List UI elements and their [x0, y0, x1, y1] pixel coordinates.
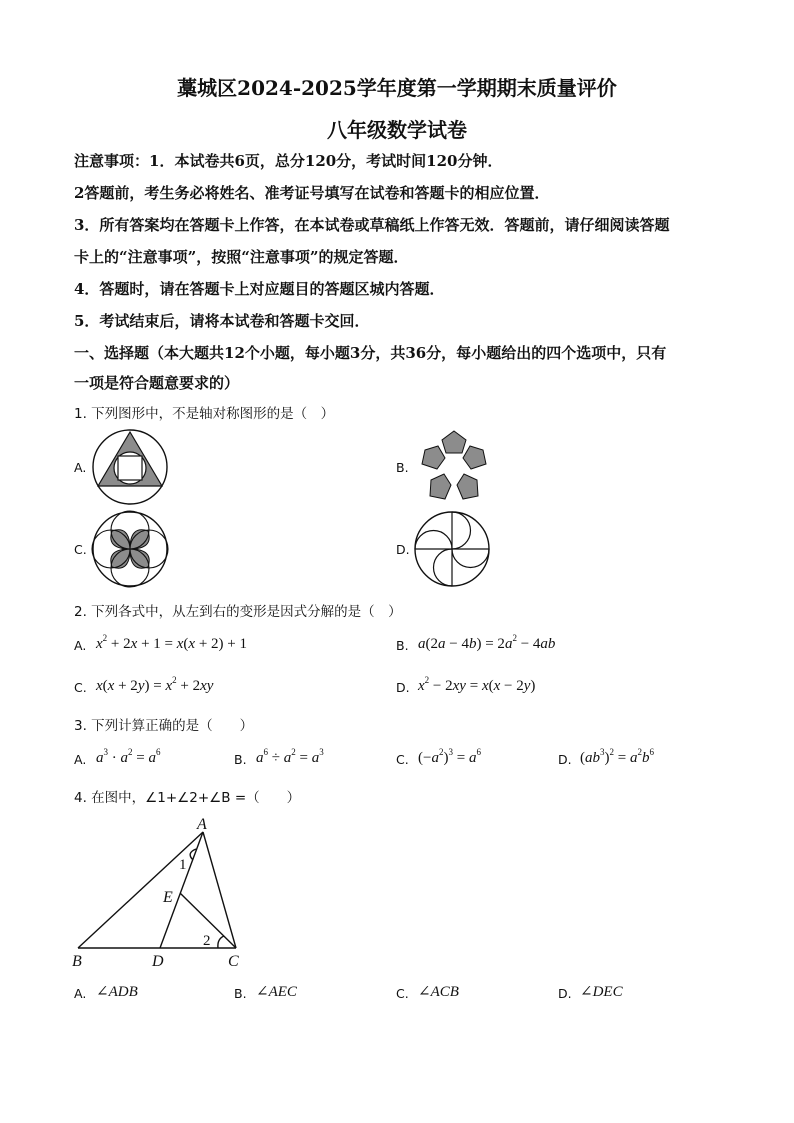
q4-option-b-expr: ∠AEC: [256, 984, 297, 1000]
angle-2-arc: [218, 936, 224, 948]
question-2-stem: 2. 下列各式中，从左到右的变形是因式分解的是（ ）: [74, 604, 402, 620]
segment-ab: [78, 832, 203, 948]
note-3: 3．所有答案均在答题卡上作答，在本试卷或草稿纸上作答无效．答题前，请仔细阅读答题: [74, 216, 670, 234]
section-heading-line2: 一项是符合题意要求的）: [74, 374, 240, 392]
q3-option-d-expr: $(ab^3)^2 = a^2b^6$: [580, 747, 654, 766]
label-c: C: [228, 953, 239, 970]
q2-option-b-expr: $a(2a - 4b) = 2a^2 - 4ab$: [418, 633, 556, 652]
q2-option-a-expr: $x^2 + 2x + 1 = x(x + 2) + 1$: [96, 633, 247, 652]
label-angle-2: 2: [203, 933, 211, 949]
note-3-cont: 卡上的“注意事项”，按照“注意事项”的规定答题．: [74, 248, 409, 266]
note-1: 注意事项：1．本试卷共6页，总分120分，考试时间120分钟．: [74, 152, 503, 170]
q3-option-d-label: D.: [558, 752, 572, 767]
q2-option-d-expr: $x^2 - 2xy = x(x - 2y)$: [418, 675, 536, 694]
label-b: B: [72, 953, 82, 970]
exam-subtitle: 八年级数学试卷: [327, 118, 467, 142]
q3-option-c-expr: $(-a^2)^3 = a^6$: [418, 747, 481, 766]
label-e: E: [163, 889, 173, 906]
q2-option-a-label: A.: [74, 638, 87, 653]
q4-option-d-expr: ∠DEC: [580, 984, 623, 1000]
q3-option-a-expr: $a^3 \cdot a^2 = a^6$: [96, 747, 161, 766]
note-4: 4．答题时，请在答题卡上对应题目的答题区城内答题．: [74, 280, 445, 298]
q1-option-a-label: A.: [74, 460, 87, 475]
question-3-stem: 3. 下列计算正确的是（ ）: [74, 718, 254, 734]
q2-option-b-label: B.: [396, 638, 409, 653]
q4-option-d-label: D.: [558, 986, 572, 1001]
q4-option-a-expr: ∠ADB: [96, 984, 138, 1000]
q2-option-d-label: D.: [396, 680, 410, 695]
label-a: A: [197, 816, 207, 833]
question-1-stem: 1. 下列图形中，不是轴对称图形的是（ ）: [74, 406, 335, 422]
q3-option-b-label: B.: [234, 752, 247, 767]
q4-option-c-expr: ∠ACB: [418, 984, 459, 1000]
exam-title: 藁城区2024-2025学年度第一学期期末质量评价: [177, 76, 617, 100]
note-5: 5．考试结束后，请将本试卷和答题卡交回．: [74, 312, 370, 330]
label-d: D: [152, 953, 164, 970]
note-2: 2答题前，考生务必将姓名、准考证号填写在试卷和答题卡的相应位置．: [74, 184, 550, 202]
q2-option-c-label: C.: [74, 680, 87, 695]
q3-option-c-label: C.: [396, 752, 409, 767]
q3-option-b-expr: $a^6 \div a^2 = a^3$: [256, 747, 324, 766]
q4-option-a-label: A.: [74, 986, 87, 1001]
q2-option-c-expr: $x(x + 2y) = x^2 + 2xy$: [96, 675, 214, 694]
label-angle-1: 1: [179, 857, 187, 873]
q1-option-c-label: C.: [74, 542, 87, 557]
q4-option-b-label: B.: [234, 986, 247, 1001]
section-heading-line1: 一、选择题（本大题共12个小题，每小题3分，共36分，每小题给出的四个选项中，只有: [74, 344, 667, 362]
q1-option-d-label: D.: [396, 542, 410, 557]
q1-option-b-label: B.: [396, 460, 409, 475]
q4-option-c-label: C.: [396, 986, 409, 1001]
segment-ac: [203, 832, 236, 948]
q3-option-a-label: A.: [74, 752, 87, 767]
question-4-stem: 4. 在图中，∠1+∠2+∠B =（ ）: [74, 790, 301, 806]
